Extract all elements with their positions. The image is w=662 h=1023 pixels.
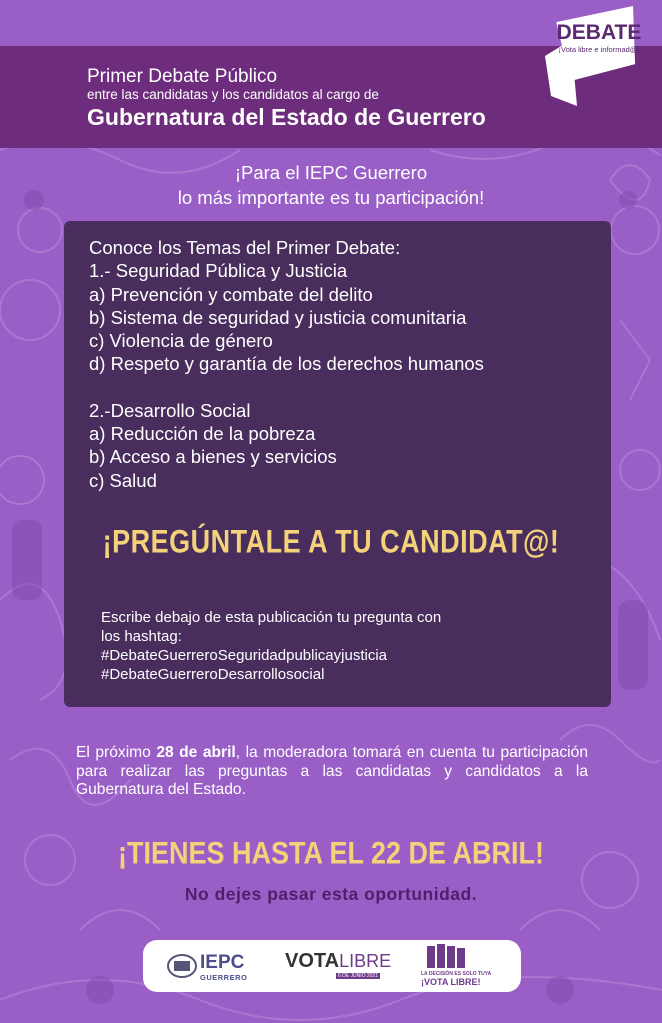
topic-section-2-title: 2.-Desarrollo Social — [89, 399, 251, 421]
header-line-3: Gubernatura del Estado de Guerrero — [87, 104, 486, 130]
intro-line-1: ¡Para el IEPC Guerrero — [234, 162, 428, 183]
topics-spacer — [89, 376, 484, 399]
topic-item: b) Acceso a bienes y servicios — [89, 446, 337, 468]
vota-word: VOTA — [285, 950, 340, 972]
hashtag-2: #DebateGuerreroDesarrollosocial — [101, 666, 325, 683]
header-title — [87, 66, 486, 131]
topic-section-1-title: 1.- Seguridad Pública y Justicia — [89, 260, 348, 282]
hashtag-instructions — [101, 608, 441, 684]
topic-item: a) Reducción de la pobreza — [89, 423, 316, 445]
intro-message — [0, 160, 662, 210]
topic-item: d) Respeto y garantía de los derechos humanos — [89, 353, 484, 375]
header-line-1: Primer Debate Público — [87, 66, 278, 87]
badge-small-text: LA DECISIÓN ES SOLO TUYA — [421, 971, 492, 977]
iepc-logo-name: IEPC — [200, 952, 245, 973]
vota-libre-date: 6 DE JUNIO 2021 — [338, 973, 379, 979]
closing-message: No dejes pasar esta oportunidad. — [184, 884, 478, 904]
deadline-banner: ¡TIENES HASTA EL 22 DE ABRIL! — [117, 835, 545, 871]
info-text-after: , la moderadora tomará en cuenta tu participación para realizar las preguntas a las candidatas y candidatos a la Gubernatura del Estado. — [76, 744, 588, 798]
topic-item: a) Prevención y combate del delito — [89, 283, 373, 305]
hashtag-text-line-1: Escribe debajo de esta publicación tu pregunta con — [101, 609, 442, 626]
topic-item: c) Salud — [89, 469, 157, 491]
libre-word: LIBRE — [339, 951, 392, 971]
badge-main-text: ¡VOTA LIBRE! — [421, 977, 481, 987]
topic-item: c) Violencia de género — [89, 330, 273, 352]
info-text-before: El próximo — [76, 744, 157, 761]
debate-logo-word: DEBATE — [556, 21, 642, 44]
hashtag-text-line-2: los hashtag: — [101, 628, 182, 645]
iepc-logo-sub: GUERRERO — [200, 973, 248, 982]
topics-heading: Conoce los Temas del Primer Debate: — [89, 237, 401, 258]
debate-logo-slogan: ¡Vota libre e informad@! — [558, 45, 640, 54]
topic-item: b) Sistema de seguridad y justicia comunitaria — [89, 306, 467, 328]
intro-line-2: lo más importante es tu participación! — [177, 187, 485, 208]
topics-list — [89, 236, 484, 492]
vota-libre-logo — [285, 950, 391, 973]
debate-date: 28 de abril — [156, 744, 236, 761]
hashtag-1: #DebateGuerreroSeguridadpublicayjusticia — [101, 647, 388, 664]
call-to-action: ¡PREGÚNTALE A TU CANDIDAT@! — [102, 523, 560, 560]
debate-logo — [537, 6, 657, 114]
header-line-2: entre las candidatas y los candidatos al cargo de — [87, 87, 379, 102]
debate-info-paragraph — [76, 744, 588, 800]
